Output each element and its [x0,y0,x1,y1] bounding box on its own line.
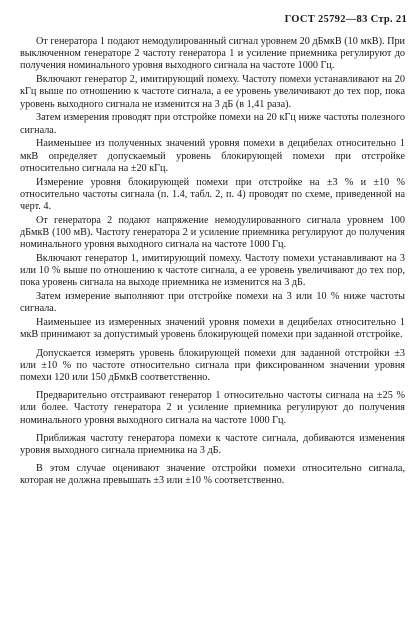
paragraph: Измерение уровня блокирующей помехи при отстройке на ±3 % и ±10 % относительно частоты сигнала (п. 1.4, табл. 2, п. 4) проводят по схеме, приведенной на черт. 4. [20,176,405,213]
page-header: ГОСТ 25792—83 Стр. 21 [284,14,407,25]
paragraph: Затем измерение выполняют при отстройке помехи на 3 или 10 % ниже частоты сигнала. [20,291,405,315]
document-body [20,36,405,489]
paragraph: Включают генератор 2, имитирующий помеху. Частоту помехи устанавливают на 20 кГц выше по отношению к частоте сигнала, а ее уровень увеличивают до тех пор, пока уровень выходного сигнала не изменится на 3 дБ (в 1,41 раза). [20,74,405,110]
paragraph: Допускается измерять уровень блокирующей помехи для заданной отстройки ±3 или ±10 % по частоте относительно сигнала при фиксированном значении уровня помехи 120 или 150 дБмкВ соответственно. [20,347,405,384]
paragraph: Наименьшее из полученных значений уровня помехи в децибелах относительно 1 мкВ определяет допускаемый уровень блокирующей помехи при отстройке относительно сигнала на ±20 кГц. [20,138,405,174]
paragraph: Включают генератор 1, имитирующий помеху. Частоту помехи устанавливают на 3 или 10 % выше по отношению к частоте сигнала, а ее уровень увеличивают до тех пор, пока уровень сигнала на выходе приемника не изменится на 3 дБ. [20,253,405,289]
paragraph: От генератора 1 подают немодулированный сигнал уровнем 20 дБмкВ (10 мкВ). При выключенном генераторе 2 частоту генератора 1 и усиление приемника регулируют до получения номинального уровня выходного сигнала на частоте 1000 Гц. [20,36,405,72]
paragraph: От генератора 2 подают напряжение немодулированного сигнала уровнем 100 дБмкВ (100 мВ). Частоту генератора 2 и усиление приемника регулируют до получения номинального уровня выходного сигнала на частоте 1000 Гц. [20,214,405,251]
paragraph: Предварительно отстраивают генератор 1 относительно частоты сигнала на ±25 % или более. Частоту генератора 2 и усиление приемника регулируют до получения номинального уровня выходного сигнала на частоте 1000 Гц. [20,390,405,426]
paragraph: Затем измерения проводят при отстройке помехи на 20 кГц ниже частоты полезного сигнала. [20,112,405,136]
paragraph: Приближая частоту генератора помехи к частоте сигнала, добиваются изменения уровня выходного сигнала приемника на 3 дБ. [20,432,405,457]
paragraph: Наименьшее из измеренных значений уровня помехи в децибелах относительно 1 мкВ принимают за допустимый уровень блокирующей помехи при заданной отстройке. [20,317,405,341]
paragraph: В этом случае оценивают значение отстройки помехи относительно сигнала, которая не должна превышать ±3 или ±10 % соответственно. [20,463,405,487]
